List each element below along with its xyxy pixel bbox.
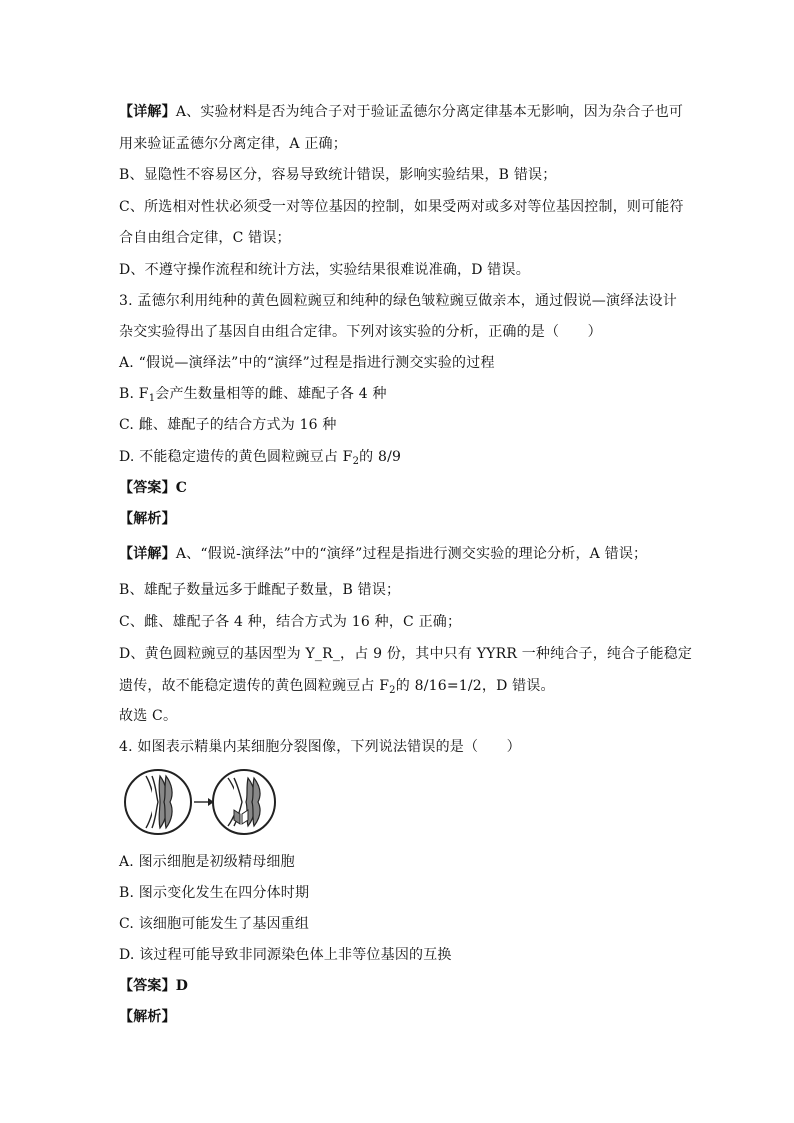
p1-line-4: C、所选相对性状必须受一对等位基因的控制，如果受两对或多对等位基因控制，则可能符 [119, 199, 684, 215]
q4-option-c: C. 该细胞可能发生了基因重组 [119, 916, 310, 932]
q3-option-a: A. “假说—演绎法”中的“演绎”过程是指进行测交实验的过程 [119, 355, 495, 371]
q3-detail-4: D、黄色圆粒豌豆的基因型为 Y_R_，占 9 份，其中只有 YYRR 一种纯合子，纯合子能稳定 [119, 646, 693, 662]
p1-text-1: A、实验材料是否为纯合子对于验证孟德尔分离定律基本无影响，因为杂合子也可 [175, 104, 684, 120]
q3-detail-1 [119, 544, 647, 564]
q3-option-d [119, 447, 401, 467]
cell-division-figure [122, 768, 278, 836]
q3-detail-5-pre: 遗传，故不能稳定遗传的黄色圆粒豌豆占 F [119, 678, 390, 694]
cell-after [213, 770, 275, 834]
p1-line-1 [119, 102, 683, 122]
q3-detail-2: B、雄配子数量远多于雌配子数量，B 错误； [119, 582, 401, 598]
q3-option-d-sub: 2 [352, 456, 360, 467]
p1-line-6: D、不遵守操作流程和统计方法，实验结果很难说准确，D 错误。 [119, 262, 530, 278]
q3-option-c: C. 雌、雄配子的结合方式为 16 种 [119, 417, 337, 433]
arrow-icon [194, 798, 214, 806]
q3-detail-3: C、雌、雄配子各 4 种，结合方式为 16 种，C 正确； [119, 614, 462, 630]
detail-tag: 【详解】 [119, 104, 176, 120]
q3-option-b-post: 会产生数量相等的雌、雄配子各 4 种 [155, 386, 387, 402]
p1-line-5: 合自由组合定律，C 错误； [119, 230, 291, 246]
q3-detail-5-post: 的 8/16=1/2，D 错误。 [395, 678, 555, 694]
q3-answer: 【答案】C [119, 480, 188, 496]
p1-line-3: B、显隐性不容易区分，容易导致统计错误，影响实验结果，B 错误； [119, 167, 557, 183]
q4-option-a: A. 图示细胞是初级精母细胞 [119, 854, 295, 870]
q4-stem: 4. 如图表示精巢内某细胞分裂图像，下列说法错误的是（ ） [119, 739, 521, 755]
q3-option-b-sub: 1 [148, 393, 156, 404]
q3-option-b-pre: B. F [119, 386, 149, 402]
q3-stem-1: 3. 孟德尔利用纯种的黄色圆粒豌豆和纯种的绿色皱粒豌豆做亲本，通过假说—演绎法设计 [119, 293, 678, 309]
q3-detail-5-sub: 2 [389, 685, 396, 696]
q3-detail-5 [119, 676, 555, 696]
q3-option-d-pre: D. 不能稳定遗传的黄色圆粒豌豆占 F [119, 449, 353, 465]
q3-stem-2: 杂交实验得出了基因自由组合定律。下列对该实验的分析，正确的是（ ） [119, 324, 602, 340]
q3-option-d-post: 的 8/9 [359, 449, 402, 465]
cell-before [125, 770, 191, 834]
q3-detail-1-text: A、“假说-演绎法”中的“演绎”过程是指进行测交实验的理论分析，A 错误； [175, 546, 648, 562]
detail-tag: 【详解】 [119, 546, 176, 562]
q4-option-b: B. 图示变化发生在四分体时期 [119, 885, 310, 901]
q3-option-b [119, 384, 387, 404]
q3-analysis: 【解析】 [119, 511, 176, 527]
p1-line-2: 用来验证孟德尔分离定律，A 正确； [119, 136, 347, 152]
q4-option-d: D. 该过程可能导致非同源染色体上非等位基因的互换 [119, 947, 452, 963]
q4-analysis: 【解析】 [119, 1009, 176, 1025]
q4-answer: 【答案】D [119, 978, 189, 994]
q3-detail-6: 故选 C。 [119, 708, 178, 724]
